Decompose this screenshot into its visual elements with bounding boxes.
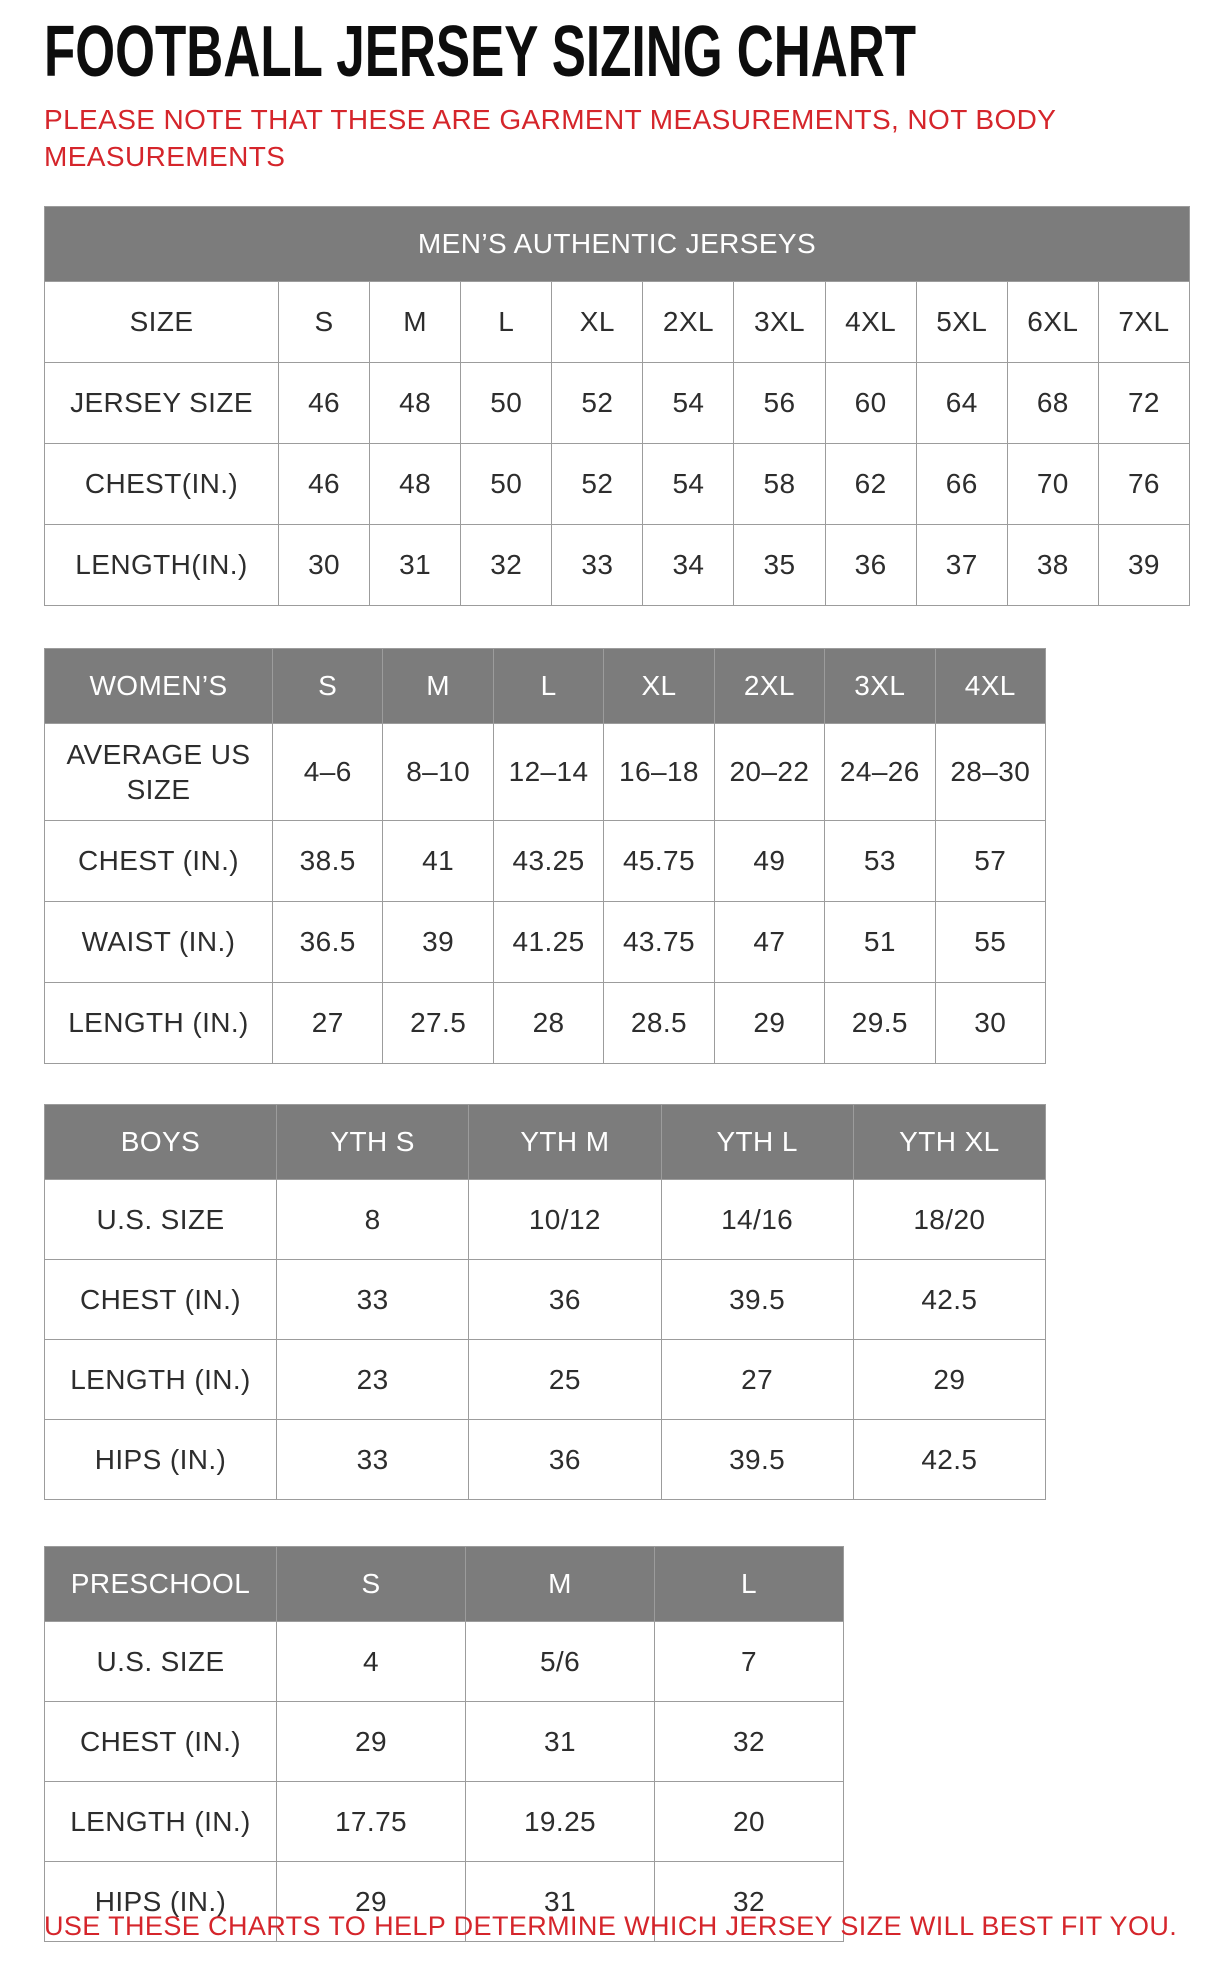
value-cell: 45.75 <box>604 820 714 901</box>
value-cell: 66 <box>916 443 1007 524</box>
row-label: LENGTH(IN.) <box>45 524 279 605</box>
value-cell: 39 <box>383 901 493 982</box>
value-cell: 39.5 <box>661 1419 853 1499</box>
value-cell: 10/12 <box>469 1179 661 1259</box>
table-row <box>45 723 1046 820</box>
value-cell: S <box>279 281 370 362</box>
value-cell: 4XL <box>825 281 916 362</box>
preschool-table-header-row <box>45 1546 844 1621</box>
mens-table-title: MEN’S AUTHENTIC JERSEYS <box>45 206 1190 281</box>
table-row <box>45 982 1046 1063</box>
value-cell: 31 <box>370 524 461 605</box>
value-cell: 2XL <box>643 281 734 362</box>
value-cell: 58 <box>734 443 825 524</box>
value-cell: 52 <box>552 443 643 524</box>
table-row <box>45 1621 844 1701</box>
value-cell: 3XL <box>734 281 825 362</box>
value-cell: 4 <box>277 1621 466 1701</box>
value-cell: 24–26 <box>825 723 935 820</box>
value-cell: 39 <box>1098 524 1189 605</box>
value-cell: 64 <box>916 362 1007 443</box>
value-cell: 43.75 <box>604 901 714 982</box>
row-label: CHEST (IN.) <box>45 820 273 901</box>
value-cell: 29 <box>277 1701 466 1781</box>
value-cell: 57 <box>935 820 1045 901</box>
value-cell: 62 <box>825 443 916 524</box>
size-header: M <box>383 648 493 723</box>
table-row <box>45 1419 1046 1499</box>
size-header: M <box>466 1546 655 1621</box>
value-cell: 76 <box>1098 443 1189 524</box>
value-cell: 6XL <box>1007 281 1098 362</box>
value-cell: 48 <box>370 443 461 524</box>
value-cell: 20 <box>655 1781 844 1861</box>
value-cell: 50 <box>461 443 552 524</box>
row-label: U.S. SIZE <box>45 1621 277 1701</box>
table-row <box>45 1179 1046 1259</box>
footer-note: USE THESE CHARTS TO HELP DETERMINE WHICH JERSEY SIZE WILL BEST FIT YOU. <box>44 1911 1178 1941</box>
size-header: 3XL <box>825 648 935 723</box>
value-cell: 72 <box>1098 362 1189 443</box>
value-cell: 31 <box>466 1861 655 1941</box>
row-label: AVERAGE US SIZE <box>45 723 273 820</box>
boys-table-title: BOYS <box>45 1104 277 1179</box>
value-cell: 36.5 <box>273 901 383 982</box>
value-cell: 38 <box>1007 524 1098 605</box>
value-cell: 7XL <box>1098 281 1189 362</box>
value-cell: 35 <box>734 524 825 605</box>
value-cell: 37 <box>916 524 1007 605</box>
value-cell: 28–30 <box>935 723 1045 820</box>
value-cell: 70 <box>1007 443 1098 524</box>
value-cell: 30 <box>935 982 1045 1063</box>
table-row <box>45 1339 1046 1419</box>
mens-table-header-row <box>45 206 1190 281</box>
value-cell: L <box>461 281 552 362</box>
value-cell: 60 <box>825 362 916 443</box>
row-label: LENGTH (IN.) <box>45 1339 277 1419</box>
row-label: U.S. SIZE <box>45 1179 277 1259</box>
size-header: XL <box>604 648 714 723</box>
row-label: CHEST(IN.) <box>45 443 279 524</box>
value-cell: 42.5 <box>853 1259 1045 1339</box>
value-cell: 14/16 <box>661 1179 853 1259</box>
value-cell: 27 <box>273 982 383 1063</box>
value-cell: 8 <box>277 1179 469 1259</box>
table-row <box>45 1259 1046 1339</box>
value-cell: 29 <box>714 982 824 1063</box>
row-label: WAIST (IN.) <box>45 901 273 982</box>
size-header: YTH S <box>277 1104 469 1179</box>
row-label: LENGTH (IN.) <box>45 982 273 1063</box>
value-cell: 46 <box>279 443 370 524</box>
size-header: L <box>655 1546 844 1621</box>
size-header: YTH M <box>469 1104 661 1179</box>
row-label: HIPS (IN.) <box>45 1419 277 1499</box>
table-row <box>45 524 1190 605</box>
table-row <box>45 1781 844 1861</box>
value-cell: 54 <box>643 362 734 443</box>
value-cell: 36 <box>825 524 916 605</box>
value-cell: 68 <box>1007 362 1098 443</box>
value-cell: 5/6 <box>466 1621 655 1701</box>
boys-table-header-row <box>45 1104 1046 1179</box>
value-cell: 32 <box>655 1701 844 1781</box>
page-title: FOOTBALL JERSEY SIZING CHART <box>44 10 917 92</box>
value-cell: 27.5 <box>383 982 493 1063</box>
value-cell: 38.5 <box>273 820 383 901</box>
value-cell: 28 <box>493 982 603 1063</box>
value-cell: 27 <box>661 1339 853 1419</box>
value-cell: 29 <box>277 1861 466 1941</box>
measurement-note <box>44 102 1192 176</box>
table-row <box>45 443 1190 524</box>
value-cell: 41.25 <box>493 901 603 982</box>
value-cell: 8–10 <box>383 723 493 820</box>
measurement-note-line2: MEASUREMENTS <box>44 140 286 172</box>
size-header: YTH XL <box>853 1104 1045 1179</box>
mens-table <box>44 206 1190 606</box>
value-cell: 54 <box>643 443 734 524</box>
table-row <box>45 820 1046 901</box>
value-cell: 34 <box>643 524 734 605</box>
table-row <box>45 362 1190 443</box>
row-label: JERSEY SIZE <box>45 362 279 443</box>
preschool-table-title: PRESCHOOL <box>45 1546 277 1621</box>
value-cell: 41 <box>383 820 493 901</box>
value-cell: 55 <box>935 901 1045 982</box>
womens-table <box>44 648 1046 1064</box>
size-header: L <box>493 648 603 723</box>
value-cell: 53 <box>825 820 935 901</box>
value-cell: 5XL <box>916 281 1007 362</box>
value-cell: 39.5 <box>661 1259 853 1339</box>
value-cell: 31 <box>466 1701 655 1781</box>
value-cell: 51 <box>825 901 935 982</box>
size-header: YTH L <box>661 1104 853 1179</box>
womens-table-header-row <box>45 648 1046 723</box>
value-cell: 12–14 <box>493 723 603 820</box>
value-cell: 19.25 <box>466 1781 655 1861</box>
value-cell: 56 <box>734 362 825 443</box>
value-cell: 52 <box>552 362 643 443</box>
boys-table <box>44 1104 1046 1500</box>
size-header: S <box>277 1546 466 1621</box>
value-cell: 29 <box>853 1339 1045 1419</box>
row-label: HIPS (IN.) <box>45 1861 277 1941</box>
value-cell: 4–6 <box>273 723 383 820</box>
value-cell: 50 <box>461 362 552 443</box>
value-cell: 36 <box>469 1259 661 1339</box>
size-header: S <box>273 648 383 723</box>
value-cell: 17.75 <box>277 1781 466 1861</box>
size-header: 4XL <box>935 648 1045 723</box>
value-cell: M <box>370 281 461 362</box>
measurement-note-line1: PLEASE NOTE THAT THESE ARE GARMENT MEASUREMENTS, NOT BODY <box>44 104 1057 135</box>
value-cell: 46 <box>279 362 370 443</box>
value-cell: 33 <box>552 524 643 605</box>
table-row <box>45 901 1046 982</box>
value-cell: 33 <box>277 1419 469 1499</box>
value-cell: 28.5 <box>604 982 714 1063</box>
row-label: LENGTH (IN.) <box>45 1781 277 1861</box>
value-cell: 47 <box>714 901 824 982</box>
value-cell: 43.25 <box>493 820 603 901</box>
value-cell: 23 <box>277 1339 469 1419</box>
value-cell: 7 <box>655 1621 844 1701</box>
value-cell: 25 <box>469 1339 661 1419</box>
value-cell: 30 <box>279 524 370 605</box>
womens-table-title: WOMEN’S <box>45 648 273 723</box>
row-label: SIZE <box>45 281 279 362</box>
value-cell: 48 <box>370 362 461 443</box>
preschool-table <box>44 1546 844 1942</box>
row-label: CHEST (IN.) <box>45 1701 277 1781</box>
value-cell: 32 <box>461 524 552 605</box>
table-row <box>45 281 1190 362</box>
value-cell: 42.5 <box>853 1419 1045 1499</box>
value-cell: 32 <box>655 1861 844 1941</box>
value-cell: 16–18 <box>604 723 714 820</box>
row-label: CHEST (IN.) <box>45 1259 277 1339</box>
value-cell: 29.5 <box>825 982 935 1063</box>
value-cell: XL <box>552 281 643 362</box>
size-header: 2XL <box>714 648 824 723</box>
value-cell: 18/20 <box>853 1179 1045 1259</box>
value-cell: 36 <box>469 1419 661 1499</box>
value-cell: 33 <box>277 1259 469 1339</box>
value-cell: 20–22 <box>714 723 824 820</box>
table-row <box>45 1701 844 1781</box>
value-cell: 49 <box>714 820 824 901</box>
